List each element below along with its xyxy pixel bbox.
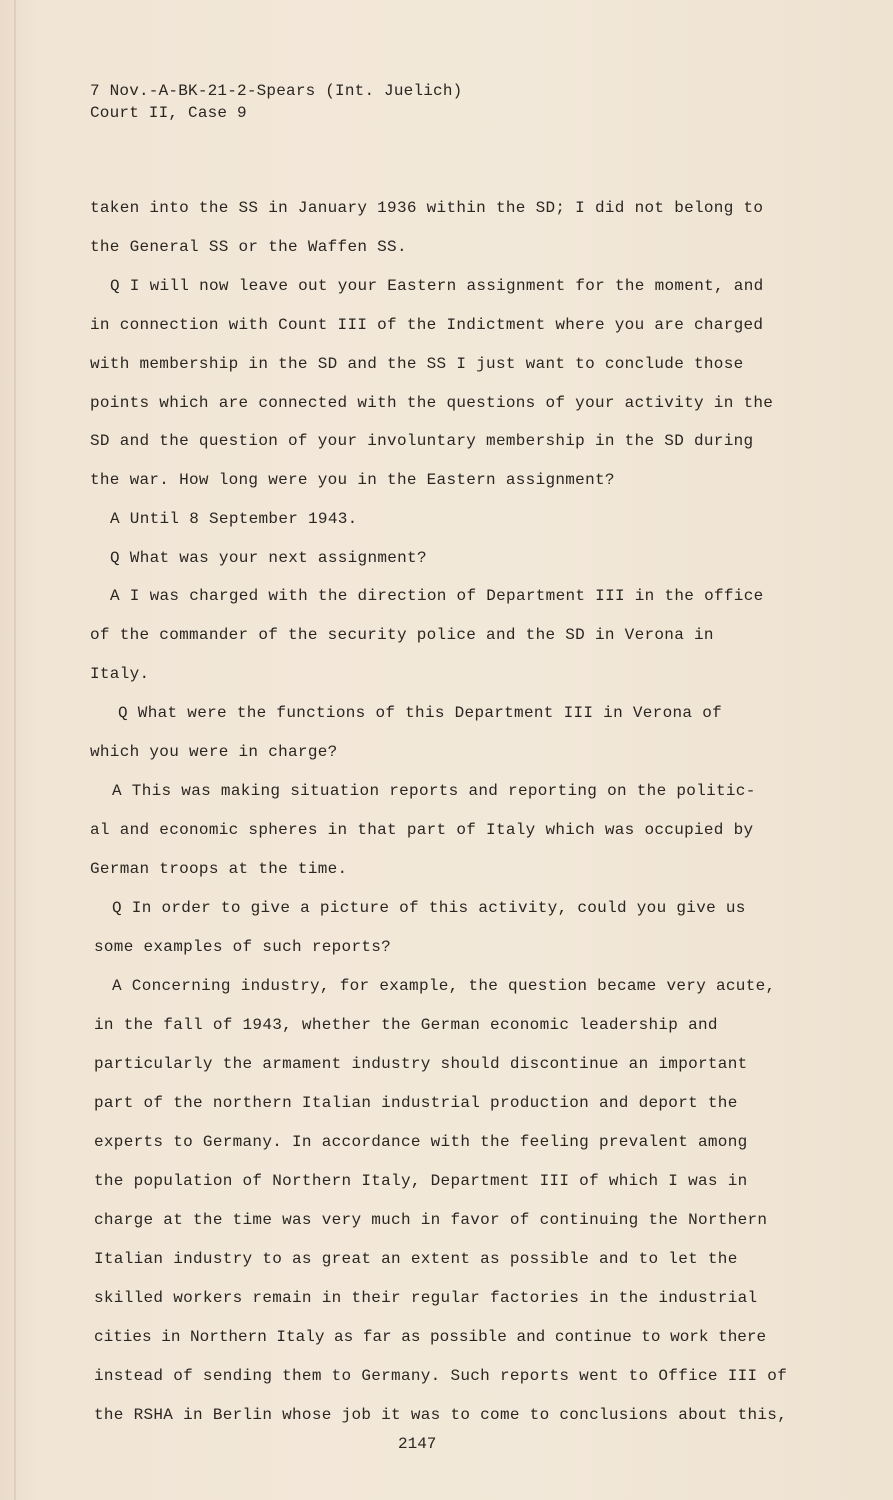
transcript-line: instead of sending them to Germany. Such reports went to Office III of (94, 1367, 788, 1385)
transcript-line: al and economic spheres in that part of Italy which was occupied by (90, 821, 754, 839)
transcript-line: Italy. (90, 665, 150, 683)
transcript-line: the RSHA in Berlin whose job it was to come to conclusions about this, (94, 1406, 788, 1424)
transcript-line: Italian industry to as great an extent as possible and to let the (94, 1250, 738, 1268)
transcript-line: Q What were the functions of this Department III in Verona of (118, 704, 722, 722)
header-reference-line: 7 Nov.-A-BK-21-2-Spears (Int. Juelich) (90, 82, 463, 100)
page-number: 2147 (398, 1435, 437, 1453)
transcript-line: A Until 8 September 1943. (110, 510, 358, 528)
transcript-line: Q In order to give a picture of this activity, could you give us (112, 899, 746, 917)
transcript-line: German troops at the time. (90, 860, 348, 878)
transcript-line: the war. How long were you in the Eastern assignment? (90, 471, 615, 489)
transcript-line: A This was making situation reports and reporting on the politic- (112, 782, 756, 800)
page-edge (14, 0, 16, 1500)
transcript-line: charge at the time was very much in favor of continuing the Northern (94, 1211, 768, 1229)
transcript-line: Q I will now leave out your Eastern assignment for the moment, and (110, 277, 764, 295)
transcript-line: with membership in the SD and the SS I just want to conclude those (90, 355, 744, 373)
transcript-line: which you were in charge? (90, 743, 338, 761)
transcript-line: SD and the question of your involuntary membership in the SD during (90, 432, 754, 450)
transcript-line: in connection with Count III of the Indictment where you are charged (90, 316, 764, 334)
transcript-line: some examples of such reports? (94, 938, 392, 956)
transcript-line: points which are connected with the questions of your activity in the (90, 394, 774, 412)
transcript-line: in the fall of 1943, whether the German economic leadership and (94, 1016, 718, 1034)
transcript-line: cities in Northern Italy as far as possible and continue to work there (94, 1328, 767, 1346)
transcript-line: A Concerning industry, for example, the question became very acute, (112, 977, 776, 995)
header-court-line: Court II, Case 9 (90, 104, 247, 122)
transcript-line: of the commander of the security police and the SD in Verona in (90, 626, 714, 644)
transcript-line: particularly the armament industry should discontinue an important (94, 1055, 748, 1073)
transcript-line: skilled workers remain in their regular factories in the industrial (94, 1289, 758, 1307)
transcript-line: A I was charged with the direction of Department III in the office (110, 587, 764, 605)
transcript-line: taken into the SS in January 1936 within the SD; I did not belong to (90, 199, 764, 217)
transcript-line: Q What was your next assignment? (110, 549, 427, 567)
transcript-line: part of the northern Italian industrial production and deport the (94, 1094, 738, 1112)
transcript-line: experts to Germany. In accordance with the feeling prevalent among (94, 1133, 748, 1151)
document-header (90, 80, 462, 124)
transcript-line: the population of Northern Italy, Department III of which I was in (94, 1172, 748, 1190)
transcript-line: the General SS or the Waffen SS. (90, 238, 407, 256)
